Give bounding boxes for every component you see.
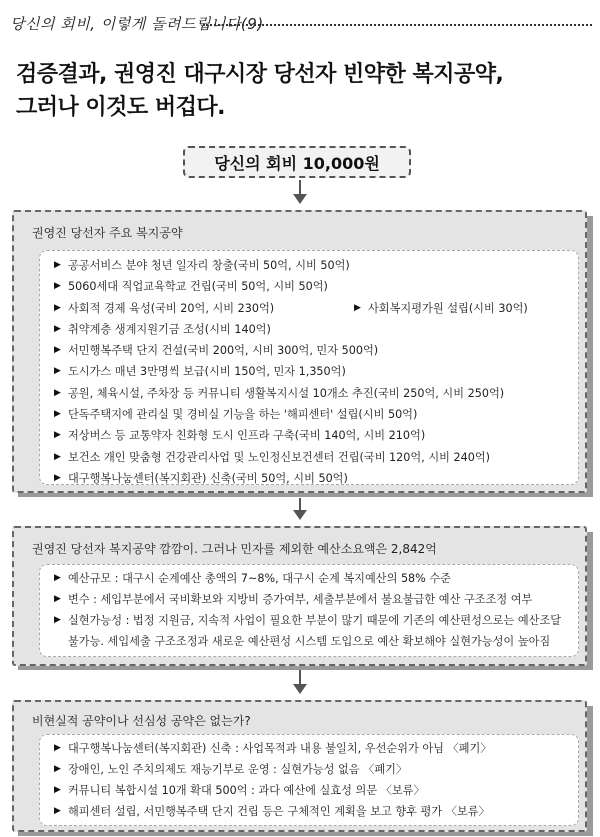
bullet-triangle-icon: ▶: [54, 302, 61, 313]
bullet-triangle-icon: ▶: [54, 615, 61, 625]
list-item: ▶ 도시가스 매년 3만명씩 보급(시비 150억, 민자 1,350억): [54, 361, 570, 382]
panel-content: [39, 564, 579, 657]
bullet-triangle-icon: ▶: [54, 764, 61, 774]
budget-list: [54, 568, 570, 652]
series-header: [8, 10, 592, 40]
list-item: ▶ 저상버스 등 교통약자 친화형 도시 인프라 구축(국비 140억, 시비 210억): [54, 425, 570, 446]
questionable-pledges-panel: [12, 700, 587, 832]
pledge-list: [54, 255, 570, 489]
list-item: ▶ 단독주택지에 관리실 및 경비실 기능을 하는 '해피센터' 설립(시비 50억): [54, 404, 570, 425]
bullet-triangle-icon: ▶: [54, 281, 61, 292]
list-item: ▶ 해피센터 설립, 서민행복주택 단지 건립 등은 구체적인 계획을 보고 향후 평가 〈보류〉: [54, 801, 570, 822]
series-title: 당신의 회비, 이렇게 돌려드립니다(9): [10, 15, 264, 33]
list-item: ▶ 공원, 체육시설, 주차장 등 커뮤니티 생활복지시설 10개소 추진(국비 250억, 시비 250억): [54, 383, 570, 404]
bullet-triangle-icon: ▶: [54, 430, 61, 441]
list-item: ▶ 커뮤니티 복합시설 10개 확대 500억 : 과다 예산에 실효성 의문 〈보류〉: [54, 780, 570, 801]
list-item: ▶ 대구행복나눔센터(복지회관) 신축 : 사업목적과 내용 불일치, 우선순위가 아님 〈폐기〉: [54, 738, 570, 759]
list-item: ▶ 서민행복주택 단지 건설(국비 200억, 시비 300억, 민자 500억): [54, 340, 570, 361]
questionable-list: [54, 738, 570, 822]
list-item: ▶ 취약계층 생계지원기금 조성(시비 140억): [54, 319, 570, 340]
bullet-triangle-icon: ▶: [54, 472, 61, 483]
list-item-side: ▶ 사회복지평가원 설립(시비 30억): [354, 298, 528, 319]
budget-panel: [12, 526, 587, 666]
welfare-pledges-panel: [12, 210, 587, 493]
bullet-triangle-icon: ▶: [54, 366, 61, 377]
bullet-triangle-icon: ▶: [54, 594, 61, 604]
list-item: ▶ 공공서비스 분야 청년 일자리 창출(국비 50억, 시비 50억): [54, 255, 570, 276]
bullet-triangle-icon: ▶: [354, 302, 361, 313]
bullet-triangle-icon: ▶: [54, 451, 61, 462]
series-divider: [203, 24, 592, 26]
panel-content: [39, 250, 579, 485]
list-item: ▶ 5060세대 직업교육학교 건립(국비 50억, 시비 50억): [54, 276, 570, 297]
bullet-triangle-icon: ▶: [54, 785, 61, 795]
list-item: ▶ 실현가능성 : 법정 지원금, 지속적 사업이 필요한 부분이 많기 때문에 기존의 예산편성으로는 예산조달 불가능. 세입세출 구조조정과 새로운 예산편성 시스템 도입으로 예산 확보해야 실현가능성이 높아짐: [54, 610, 570, 652]
list-item: ▶ 예산규모 : 대구시 순계예산 총액의 7~8%, 대구시 순계 복지예산의 58% 수준: [54, 568, 570, 589]
bullet-triangle-icon: ▶: [54, 743, 61, 753]
bullet-triangle-icon: ▶: [54, 806, 61, 816]
down-arrow-icon: [291, 180, 309, 206]
headline-line-2: 그러나 이것도 버겁다.: [16, 95, 225, 120]
panel-title: 권영진 당선자 복지공약 깜깜이. 그러나 민자를 제외한 예산소요액은 2,842억: [32, 542, 437, 556]
bullet-triangle-icon: ▶: [54, 409, 61, 420]
headline-line-1: 검증결과, 권영진 대구시장 당선자 빈약한 복지공약,: [16, 62, 504, 87]
down-arrow-icon: [291, 498, 309, 522]
list-item: ▶ 변수 : 세입부분에서 국비확보와 지방비 증가여부, 세출부분에서 불요불급한 예산 구조조정 여부: [54, 589, 570, 610]
bullet-triangle-icon: ▶: [54, 387, 61, 398]
bullet-triangle-icon: ▶: [54, 345, 61, 356]
bullet-triangle-icon: ▶: [54, 573, 61, 583]
bullet-triangle-icon: ▶: [54, 323, 61, 334]
bullet-triangle-icon: ▶: [54, 260, 61, 270]
headline: [16, 58, 586, 124]
panel-title: 권영진 당선자 주요 복지공약: [32, 226, 183, 240]
dues-label-text: 당신의 회비 10,000원: [214, 153, 380, 173]
dues-label: [183, 146, 411, 178]
down-arrow-icon: [291, 670, 309, 696]
list-item: ▶ 장애인, 노인 주치의제도 재능기부로 운영 : 실현가능성 없음 〈폐기〉: [54, 759, 570, 780]
list-item: ▶ 대구행복나눔센터(복지회관) 신축(국비 50억, 시비 50억): [54, 468, 570, 489]
panel-title: 비현실적 공약이나 선심성 공약은 없는가?: [32, 714, 251, 728]
list-item: ▶ 보건소 개인 맞춤형 건강관리사업 및 노인정신보건센터 건립(국비 120억, 시비 240억): [54, 447, 570, 468]
panel-content: [39, 734, 579, 826]
list-item: ▶ 사회적 경제 육성(국비 20억, 시비 230억) ▶ 사회복지평가원 설립(시비 30억): [54, 298, 570, 319]
